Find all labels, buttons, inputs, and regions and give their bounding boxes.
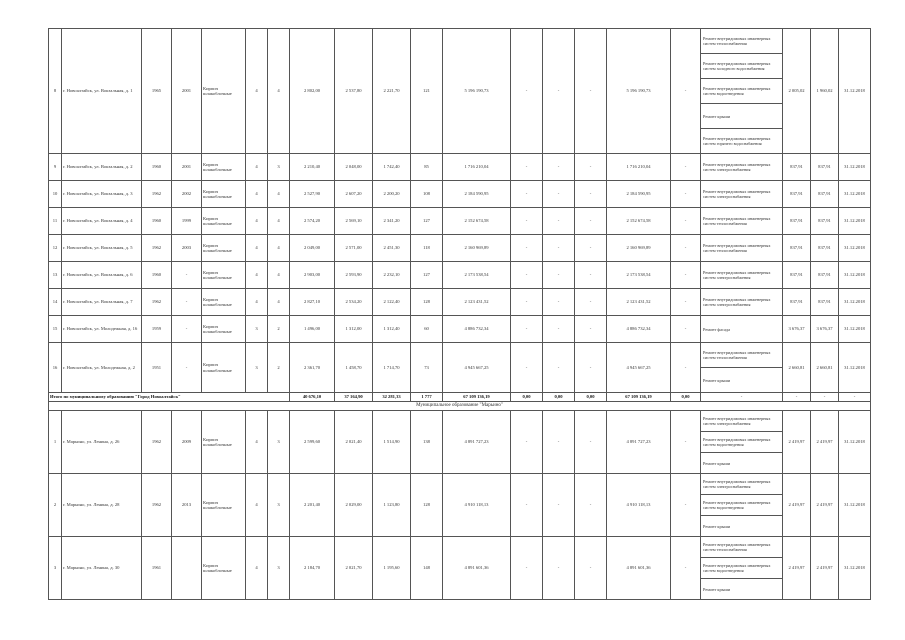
cell-budget-subject: - — [543, 474, 575, 537]
cell-other: - — [671, 537, 701, 600]
cell-residents: 60 — [411, 316, 443, 343]
cell-owners: 1 716 210,04 — [607, 154, 671, 181]
cell-budget-subject: - — [543, 537, 575, 600]
cell-budget-subject: - — [543, 316, 575, 343]
cell-year-built: 1960 — [142, 208, 172, 235]
cell-floors: 4 — [246, 154, 268, 181]
cell-deadline: 31.12.2018 — [839, 154, 871, 181]
cell-work-type: Ремонт внутридомовых инженерных систем теплоснабжения — [701, 537, 783, 558]
cell-unit-cost: 837,91 — [783, 289, 811, 316]
cell-fund: - — [511, 343, 543, 393]
cell-year-last: 1999 — [172, 208, 202, 235]
cell-year-built: 1951 — [142, 343, 172, 393]
cell-deadline: 31.12.2018 — [839, 343, 871, 393]
cell-budget-local: - — [575, 235, 607, 262]
cell-area-living: 1 458,70 — [335, 343, 373, 393]
cell-year-last: - — [172, 343, 202, 393]
cell-num: 11 — [49, 208, 62, 235]
cell-work-type: Ремонт внутридомовых инженерных систем водоотведения — [701, 79, 783, 104]
cell-area-total: 2 184,70 — [290, 537, 335, 600]
cell-work-type: Ремонт внутридомовых инженерных систем водоотведения — [701, 558, 783, 579]
cell-entrances: 4 — [268, 235, 290, 262]
cell-cost-total: 4 910 118,13 — [443, 474, 511, 537]
cell-unit-cost: 837,91 — [783, 235, 811, 262]
cell-budget-subject: - — [543, 181, 575, 208]
cell-address: г. Новоалтайск, ул. Вокзальная, д. 5 — [62, 235, 142, 262]
cell-entrances: 3 — [268, 154, 290, 181]
cell-cost-total: 2 184 590,95 — [443, 181, 511, 208]
cell-area-living: 1 312,00 — [335, 316, 373, 343]
cell-year-built: 1961 — [142, 537, 172, 600]
cell-year-last: - — [172, 289, 202, 316]
cell-wall: Кирпич шлакоблочные — [202, 537, 246, 600]
cell-budget-subject: - — [543, 154, 575, 181]
cell-area-living: 2 593,90 — [335, 262, 373, 289]
cell-area-residential: 1 514,90 — [373, 411, 411, 474]
cell-owners: 4 891 727,23 — [607, 411, 671, 474]
cell-fund: - — [511, 474, 543, 537]
cell-max-cost: 2 419,97 — [811, 474, 839, 537]
table-row — [49, 474, 871, 495]
cell-fund: - — [511, 235, 543, 262]
cell-budget-local: - — [575, 154, 607, 181]
cell-owners: 2 173 538,54 — [607, 262, 671, 289]
cell-work-type: Ремонт крыши — [701, 368, 783, 393]
cell-area-living: 2 021,40 — [335, 411, 373, 474]
cell-floors: 4 — [246, 289, 268, 316]
cell-deadline: 31.12.2018 — [839, 316, 871, 343]
cell-work-type: Ремонт крыши — [701, 453, 783, 474]
cell-cost-total: 4 945 667,25 — [443, 343, 511, 393]
cell-area-total: 2 210,40 — [290, 154, 335, 181]
cell-area-total: 2 599,60 — [290, 411, 335, 474]
cell-wall: Кирпич шлакоблочные — [202, 289, 246, 316]
cell-year-last: 2013 — [172, 474, 202, 537]
cell-floors: 4 — [246, 29, 268, 154]
cell-owners: 4 886 732,34 — [607, 316, 671, 343]
cell-wall: Кирпич шлакоблочные — [202, 343, 246, 393]
cell-year-last: 2009 — [172, 411, 202, 474]
cell-residents: 85 — [411, 154, 443, 181]
cell-area-residential: 2 232,10 — [373, 262, 411, 289]
cell-address: г. Новоалтайск, ул. Молодежная, д. 2 — [62, 343, 142, 393]
cell-floors: 3 — [246, 343, 268, 393]
cell-year-last: 2001 — [172, 29, 202, 154]
cell-budget-local: - — [575, 29, 607, 154]
cell-other: - — [671, 262, 701, 289]
cell-num: 3 — [49, 537, 62, 600]
cell-floors: 4 — [246, 474, 268, 537]
cell-owners: 2 152 674,58 — [607, 208, 671, 235]
cell-unit-cost: 837,91 — [783, 262, 811, 289]
cell-area-residential: 1 123,80 — [373, 474, 411, 537]
table-row — [49, 235, 871, 262]
cell-entrances: 2 — [268, 316, 290, 343]
cell-area-total: 2 827,10 — [290, 289, 335, 316]
cell-area-residential: 2 341,20 — [373, 208, 411, 235]
document-page — [48, 28, 865, 600]
cell-area-total: 2 903,00 — [290, 262, 335, 289]
cell-area-residential: 2 451,30 — [373, 235, 411, 262]
cell-wall: Кирпич шлакоблочные — [202, 29, 246, 154]
cell-residents: 128 — [411, 289, 443, 316]
subtotal-residents: 1 777 — [411, 393, 443, 402]
cell-entrances: 4 — [268, 289, 290, 316]
cell-entrances: 4 — [268, 181, 290, 208]
cell-unit-cost: 3 676,37 — [783, 316, 811, 343]
cell-other: - — [671, 343, 701, 393]
cell-cost-total: 5 196 190,73 — [443, 29, 511, 154]
cell-work-type: Ремонт внутридомовых инженерных систем теплоснабжения — [701, 29, 783, 54]
cell-num: 1 — [49, 411, 62, 474]
cell-work-type: Ремонт внутридомовых инженерных систем электроснабжения — [701, 154, 783, 181]
cell-address: г. Новоалтайск, ул. Вокзальная, д. 3 — [62, 181, 142, 208]
cell-work-type: Ремонт внутридомовых инженерных систем водоотведения — [701, 495, 783, 516]
cell-area-living: 2 534,20 — [335, 289, 373, 316]
cell-cost-total: 1 716 210,04 — [443, 154, 511, 181]
table-row — [49, 316, 871, 343]
cell-budget-local: - — [575, 208, 607, 235]
cell-deadline: 31.12.2018 — [839, 29, 871, 154]
cell-work-type: Ремонт фасада — [701, 316, 783, 343]
cell-floors: 4 — [246, 208, 268, 235]
cell-deadline: 31.12.2018 — [839, 289, 871, 316]
table-row — [49, 411, 871, 432]
cell-cost-total: 2 152 674,58 — [443, 208, 511, 235]
cell-budget-local: - — [575, 474, 607, 537]
cell-owners: 2 184 590,95 — [607, 181, 671, 208]
cell-num: 12 — [49, 235, 62, 262]
subtotal-area-total: 40 676,10 — [290, 393, 335, 402]
cell-num: 8 — [49, 29, 62, 154]
cell-year-last: - — [172, 316, 202, 343]
cell-fund: - — [511, 289, 543, 316]
cell-floors: 4 — [246, 181, 268, 208]
cell-work-type: Ремонт внутридомовых инженерных систем электроснабжения — [701, 262, 783, 289]
cell-year-built: 1960 — [142, 154, 172, 181]
cell-max-cost: 3 676,37 — [811, 316, 839, 343]
cell-num: 10 — [49, 181, 62, 208]
cell-work-type: Ремонт внутридомовых инженерных систем теплоснабжения — [701, 235, 783, 262]
cell-budget-subject: - — [543, 411, 575, 474]
cell-budget-subject: - — [543, 343, 575, 393]
cell-year-last: 2002 — [172, 181, 202, 208]
cell-residents: 128 — [411, 474, 443, 537]
cell-other: - — [671, 154, 701, 181]
cell-fund: - — [511, 537, 543, 600]
cell-year-built: 1959 — [142, 316, 172, 343]
cell-entrances: 4 — [268, 29, 290, 154]
cell-residents: 138 — [411, 411, 443, 474]
cell-max-cost: 837,91 — [811, 289, 839, 316]
cell-entrances: 4 — [268, 262, 290, 289]
cell-wall: Кирпич шлакоблочные — [202, 154, 246, 181]
cell-work-type: Ремонт внутридомовых инженерных систем электроснабжения — [701, 181, 783, 208]
cell-address: г. Новоалтайск, ул. Вокзальная, д. 1 — [62, 29, 142, 154]
cell-unit-cost: 837,91 — [783, 208, 811, 235]
cell-address: г. Новоалтайск, ул. Вокзальная, д. 4 — [62, 208, 142, 235]
cell-wall: Кирпич шлакоблочные — [202, 262, 246, 289]
cell-floors: 3 — [246, 316, 268, 343]
cell-num: 14 — [49, 289, 62, 316]
cell-unit-cost: 837,91 — [783, 181, 811, 208]
cell-year-built: 1962 — [142, 181, 172, 208]
cell-num: 16 — [49, 343, 62, 393]
cell-address: г. Новоалтайск, ул. Молодежная, д. 16 — [62, 316, 142, 343]
cell-other: - — [671, 474, 701, 537]
subtotal-fund: 0,00 — [511, 393, 543, 402]
cell-wall: Кирпич шлакоблочные — [202, 208, 246, 235]
cell-max-cost: 837,91 — [811, 154, 839, 181]
cell-budget-subject: - — [543, 208, 575, 235]
cell-address: г. Марьино, ул. Ленина, д. 28 — [62, 474, 142, 537]
cell-num: 9 — [49, 154, 62, 181]
cell-wall: Кирпич шлакоблочные — [202, 235, 246, 262]
repair-program-table — [48, 28, 871, 600]
cell-area-living: 2 537,80 — [335, 29, 373, 154]
cell-cost-total: 4 891 601,36 — [443, 537, 511, 600]
cell-residents: 73 — [411, 343, 443, 393]
cell-budget-local: - — [575, 343, 607, 393]
cell-area-total: 2 802,00 — [290, 29, 335, 154]
cell-residents: 127 — [411, 208, 443, 235]
table-row — [49, 29, 871, 54]
cell-area-total: 2 049,00 — [290, 235, 335, 262]
subtotal-budget-subject: 0,00 — [543, 393, 575, 402]
cell-num: 2 — [49, 474, 62, 537]
cell-deadline: 31.12.2018 — [839, 235, 871, 262]
cell-owners: 4 891 601,36 — [607, 537, 671, 600]
cell-floors: 4 — [246, 262, 268, 289]
subtotal-dash: - — [701, 393, 783, 402]
cell-area-living: 2 021,70 — [335, 537, 373, 600]
cell-work-type: Ремонт внутридомовых инженерных систем электроснабжения — [701, 289, 783, 316]
cell-area-living: 2 569,10 — [335, 208, 373, 235]
subtotal-dash: - — [811, 393, 839, 402]
cell-area-total: 2 361,70 — [290, 343, 335, 393]
subtotal-budget-local: 0,00 — [575, 393, 607, 402]
cell-budget-local: - — [575, 537, 607, 600]
cell-area-residential: 1 742,40 — [373, 154, 411, 181]
cell-year-built: 1960 — [142, 262, 172, 289]
cell-fund: - — [511, 411, 543, 474]
cell-residents: 108 — [411, 181, 443, 208]
cell-entrances: 2 — [268, 343, 290, 393]
cell-entrances: 3 — [268, 474, 290, 537]
subtotal-dash: - — [783, 393, 811, 402]
cell-fund: - — [511, 208, 543, 235]
cell-other: - — [671, 181, 701, 208]
cell-max-cost: 2 660,81 — [811, 343, 839, 393]
cell-entrances: 4 — [268, 208, 290, 235]
cell-work-type: Ремонт крыши — [701, 516, 783, 537]
cell-cost-total: 2 160 969,89 — [443, 235, 511, 262]
cell-budget-local: - — [575, 289, 607, 316]
subtotal-other: 0,00 — [671, 393, 701, 402]
cell-wall: Кирпич шлакоблочные — [202, 411, 246, 474]
cell-work-type: Ремонт внутридомовых инженерных систем теплоснабжения — [701, 208, 783, 235]
cell-year-last: - — [172, 262, 202, 289]
subtotal-row — [49, 393, 871, 402]
cell-work-type: Ремонт внутридомовых инженерных систем горячего водоснабжения — [701, 129, 783, 154]
cell-budget-subject: - — [543, 262, 575, 289]
cell-deadline: 31.12.2018 — [839, 411, 871, 474]
cell-owners: 2 123 431,52 — [607, 289, 671, 316]
cell-area-total: 1 496,00 — [290, 316, 335, 343]
cell-address: г. Марьино, ул. Ленина, д. 30 — [62, 537, 142, 600]
cell-area-total: 2 527,90 — [290, 181, 335, 208]
cell-year-built: 1965 — [142, 29, 172, 154]
cell-budget-local: - — [575, 411, 607, 474]
cell-cost-total: 2 173 538,54 — [443, 262, 511, 289]
cell-owners: 5 196 190,73 — [607, 29, 671, 154]
cell-max-cost: 837,91 — [811, 262, 839, 289]
cell-other: - — [671, 29, 701, 154]
cell-floors: 4 — [246, 235, 268, 262]
cell-max-cost: 2 419,97 — [811, 411, 839, 474]
cell-work-type: Ремонт крыши — [701, 579, 783, 600]
table-body — [49, 29, 871, 600]
cell-max-cost: 1 960,02 — [811, 29, 839, 154]
cell-residents: 121 — [411, 29, 443, 154]
cell-year-built: 1962 — [142, 411, 172, 474]
cell-unit-cost: 2 419,97 — [783, 537, 811, 600]
cell-budget-local: - — [575, 316, 607, 343]
table-row — [49, 181, 871, 208]
cell-cost-total: 2 123 431,52 — [443, 289, 511, 316]
cell-unit-cost: 2 660,81 — [783, 343, 811, 393]
cell-floors: 4 — [246, 411, 268, 474]
cell-residents: 127 — [411, 262, 443, 289]
cell-other: - — [671, 208, 701, 235]
cell-work-type: Ремонт внутридомовых инженерных систем электроснабжения — [701, 411, 783, 432]
cell-unit-cost: 2 419,97 — [783, 474, 811, 537]
table-row — [49, 537, 871, 558]
subtotal-owners: 67 109 136,19 — [607, 393, 671, 402]
cell-budget-local: - — [575, 181, 607, 208]
cell-deadline: 31.12.2018 — [839, 208, 871, 235]
cell-max-cost: 837,91 — [811, 181, 839, 208]
cell-owners: 2 160 969,89 — [607, 235, 671, 262]
cell-area-living: 2 607,20 — [335, 181, 373, 208]
cell-max-cost: 837,91 — [811, 208, 839, 235]
cell-address: г. Новоалтайск, ул. Вокзальная, д. 2 — [62, 154, 142, 181]
cell-address: г. Новоалтайск, ул. Вокзальная, д. 6 — [62, 262, 142, 289]
cell-work-type: Ремонт внутридомовых инженерных систем электроснабжения — [701, 474, 783, 495]
subtotal-area-residential: 32 281,33 — [373, 393, 411, 402]
cell-budget-local: - — [575, 262, 607, 289]
cell-deadline: 31.12.2018 — [839, 537, 871, 600]
cell-fund: - — [511, 262, 543, 289]
cell-cost-total: 4 886 732,34 — [443, 316, 511, 343]
cell-budget-subject: - — [543, 235, 575, 262]
cell-area-residential: 2 221,70 — [373, 29, 411, 154]
cell-area-residential: 1 195,60 — [373, 537, 411, 600]
cell-cost-total: 4 891 727,23 — [443, 411, 511, 474]
table-row — [49, 154, 871, 181]
cell-fund: - — [511, 29, 543, 154]
cell-deadline: 31.12.2018 — [839, 181, 871, 208]
cell-wall: Кирпич шлакоблочные — [202, 316, 246, 343]
cell-area-residential: 2 200,20 — [373, 181, 411, 208]
cell-area-living: 2 571,00 — [335, 235, 373, 262]
subtotal-label: Итого по муниципальному образованию "Город Новоалтайск" — [49, 393, 290, 402]
subtotal-dash: - — [839, 393, 871, 402]
cell-owners: 4 945 667,25 — [607, 343, 671, 393]
cell-max-cost: 837,91 — [811, 235, 839, 262]
cell-area-living: 2 029,00 — [335, 474, 373, 537]
cell-work-type: Ремонт внутридомовых инженерных систем теплоснабжения — [701, 343, 783, 368]
cell-residents: 148 — [411, 537, 443, 600]
subtotal-area-living: 37 164,90 — [335, 393, 373, 402]
cell-year-built: 1962 — [142, 289, 172, 316]
cell-work-type: Ремонт внутридомовых инженерных систем холодного водоснабжения — [701, 54, 783, 79]
cell-wall: Кирпич шлакоблочные — [202, 181, 246, 208]
table-row — [49, 343, 871, 368]
cell-deadline: 31.12.2018 — [839, 474, 871, 537]
cell-other: - — [671, 289, 701, 316]
cell-budget-subject: - — [543, 29, 575, 154]
cell-area-residential: 1 312,40 — [373, 316, 411, 343]
cell-year-built: 1962 — [142, 474, 172, 537]
cell-area-residential: 1 714,70 — [373, 343, 411, 393]
cell-wall: Кирпич шлакоблочные — [202, 474, 246, 537]
cell-budget-subject: - — [543, 289, 575, 316]
cell-work-type: Ремонт внутридомовых инженерных систем водоотведения — [701, 432, 783, 453]
cell-area-total: 2 201,40 — [290, 474, 335, 537]
section-title: Муниципальное образование "Марьино" — [49, 402, 871, 411]
cell-other: - — [671, 316, 701, 343]
table-row — [49, 289, 871, 316]
cell-fund: - — [511, 181, 543, 208]
cell-owners: 4 910 118,13 — [607, 474, 671, 537]
cell-unit-cost: 2 419,97 — [783, 411, 811, 474]
cell-year-last — [172, 537, 202, 600]
cell-residents: 118 — [411, 235, 443, 262]
cell-area-living: 2 048,00 — [335, 154, 373, 181]
cell-fund: - — [511, 154, 543, 181]
cell-unit-cost: 2 005,02 — [783, 29, 811, 154]
cell-entrances: 3 — [268, 537, 290, 600]
cell-entrances: 3 — [268, 411, 290, 474]
cell-max-cost: 2 419,97 — [811, 537, 839, 600]
cell-deadline: 31.12.2018 — [839, 262, 871, 289]
cell-address: г. Новоалтайск, ул. Вокзальная, д. 7 — [62, 289, 142, 316]
cell-num: 15 — [49, 316, 62, 343]
cell-other: - — [671, 411, 701, 474]
table-row — [49, 208, 871, 235]
cell-year-last: 2003 — [172, 235, 202, 262]
cell-address: г. Марьино, ул. Ленина, д. 26 — [62, 411, 142, 474]
cell-area-total: 2 574,20 — [290, 208, 335, 235]
cell-unit-cost: 837,91 — [783, 154, 811, 181]
cell-num: 13 — [49, 262, 62, 289]
cell-year-last: 2001 — [172, 154, 202, 181]
cell-floors: 4 — [246, 537, 268, 600]
cell-fund: - — [511, 316, 543, 343]
table-row — [49, 262, 871, 289]
subtotal-cost-total: 67 109 136,19 — [443, 393, 511, 402]
cell-work-type: Ремонт крыши — [701, 104, 783, 129]
section-header-row — [49, 402, 871, 411]
cell-year-built: 1962 — [142, 235, 172, 262]
cell-area-residential: 2 122,40 — [373, 289, 411, 316]
cell-other: - — [671, 235, 701, 262]
